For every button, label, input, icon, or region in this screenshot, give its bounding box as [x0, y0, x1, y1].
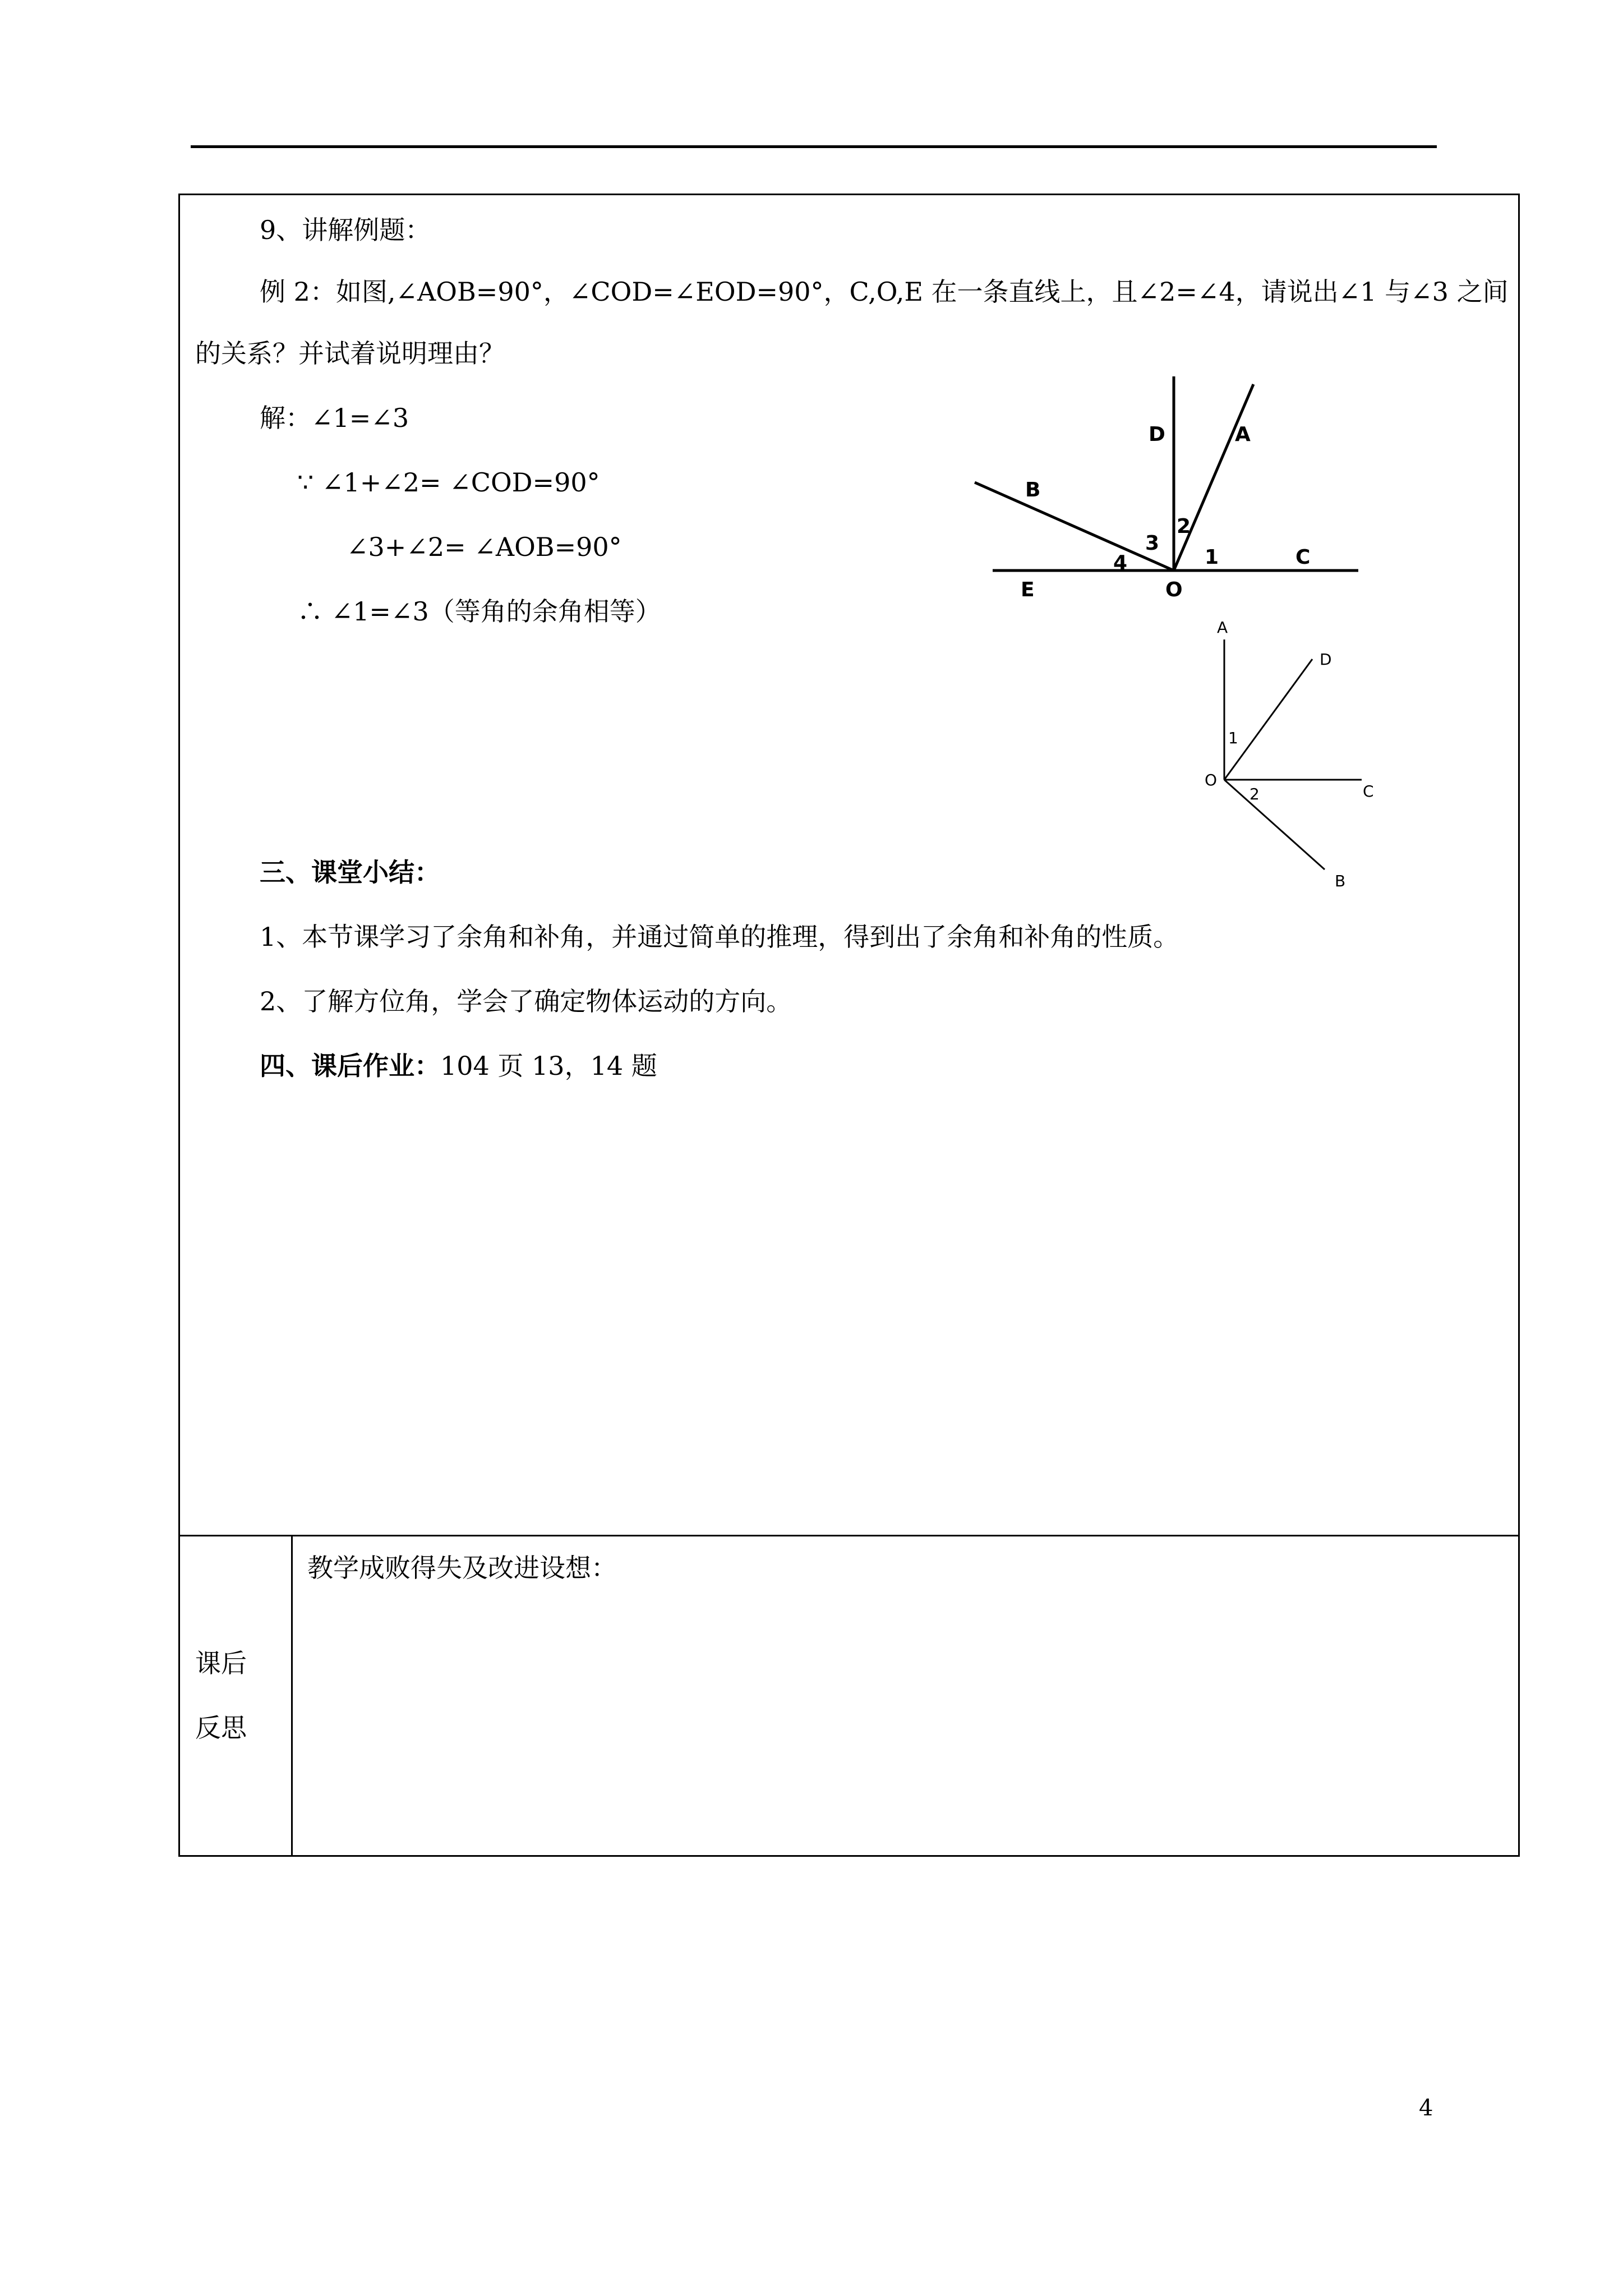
figure2-label-c: C [1363, 782, 1374, 800]
figure1-angle-2: 2 [1177, 515, 1191, 538]
reflection-prompt: 教学成败得失及改进设想： [307, 1553, 617, 1583]
proof-step-therefore: ∴ ∠1=∠3（等角的余角相等） [297, 596, 661, 627]
figure1-label-c: C [1295, 546, 1311, 569]
figure1-label-b: B [1025, 478, 1041, 501]
homework-line [260, 1049, 657, 1083]
figure1-label-d: D [1149, 423, 1165, 446]
page-number: 4 [1419, 2095, 1433, 2121]
homework-heading: 四、课后作业： [260, 1051, 440, 1081]
figure2-label-b: B [1335, 872, 1346, 890]
figure2-label-d: D [1320, 650, 1332, 669]
proof-step-2: ∠3+∠2= ∠AOB=90° [347, 532, 622, 562]
reflection-label-line1: 课后 [195, 1648, 247, 1678]
figure2-label-o: O [1205, 771, 1218, 789]
ray-ob-2 [1224, 780, 1325, 869]
ray-ob [975, 482, 1174, 570]
figure1-angle-1: 1 [1205, 546, 1219, 569]
figure1-angle-3: 3 [1145, 532, 1160, 555]
proof-step-because: ∵ ∠1+∠2= ∠COD=90° [297, 467, 600, 498]
summary-heading [260, 855, 440, 889]
example-problem-text-cont: 的关系？并试着说明理由？ [195, 338, 505, 369]
figure2-angle-2: 2 [1249, 785, 1260, 803]
summary-item-1: 1、本节课学习了余角和补角，并通过简单的推理，得到出了余角和补角的性质。 [260, 922, 1179, 952]
summary-item-2: 2、了解方位角，学会了确定物体运动的方向。 [260, 986, 792, 1016]
section-heading-example: 9、讲解例题： [260, 215, 431, 245]
figure1-label-o: O [1165, 578, 1183, 601]
figure2-label-a: A [1217, 618, 1228, 637]
figure2-angle-1: 1 [1228, 729, 1238, 747]
summary-heading-label: 三、课堂小结： [260, 857, 440, 887]
ray-od-2 [1224, 659, 1312, 780]
figure1-angle-4: 4 [1113, 551, 1128, 574]
figure1-label-e: E [1021, 578, 1035, 601]
reflection-label-line2: 反思 [195, 1713, 247, 1743]
example-problem-text: 例 2：如图,∠AOB=90°，∠COD=∠EOD=90°，C,O,E 在一条直线上，且∠2=∠4，请说出∠1 与∠3 之间 [260, 277, 1509, 307]
solution-answer: 解：∠1=∠3 [260, 403, 409, 433]
homework-text: 104 页 13，14 题 [440, 1051, 657, 1081]
figure-angles-aobcd [1224, 639, 1362, 869]
figure1-label-a: A [1235, 423, 1251, 446]
ray-oa [1174, 384, 1253, 570]
